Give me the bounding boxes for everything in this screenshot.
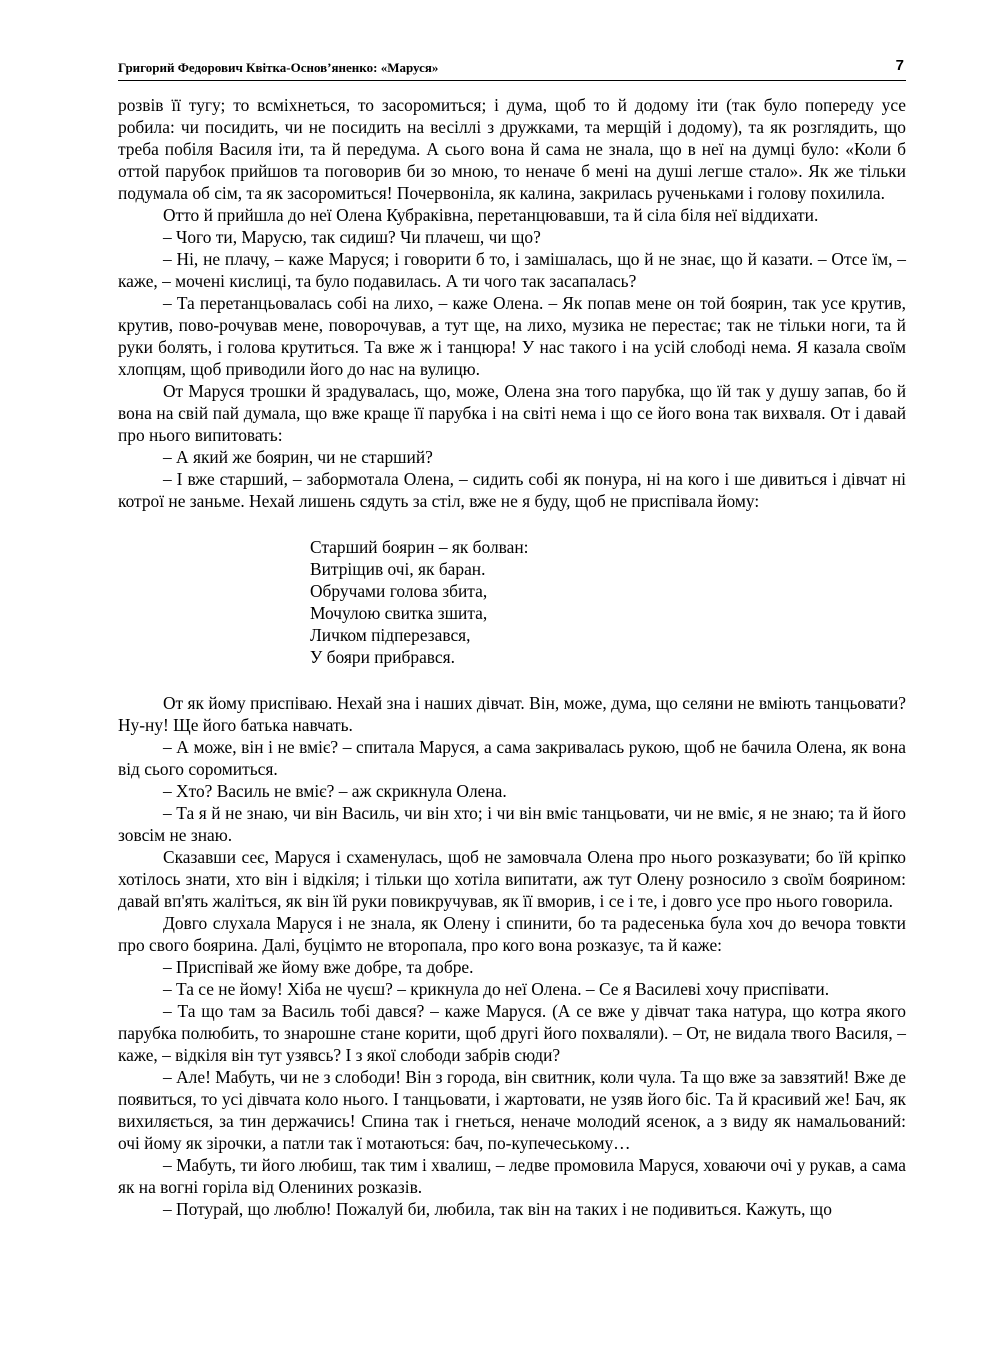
paragraph: – Та перетанцьовалась собі на лихо, – каже Олена. – Як попав мене он той боярин, так усе крутив, крутив, пово-рочував мене, поворочував, а тут ще, на лихо, музика не перестає; так не тільки ноги, та й руки болять, і голова крутиться. Та вже ж і танцюра! У нас такого і на усій слободі нема. Я казала своїм хлопцям, щоб приводили його до нас на вулицю. bbox=[118, 293, 906, 379]
poem-line: Старший боярин – як болван: bbox=[310, 537, 529, 557]
paragraph: – Хто? Василь не вміє? – аж скрикнула Олена. bbox=[163, 781, 507, 801]
poem-line: Витріщив очі, як баран. bbox=[310, 559, 486, 579]
running-header bbox=[118, 54, 906, 81]
body-text bbox=[118, 94, 906, 1220]
paragraph: – Приспівай же йому вже добре, та добре. bbox=[163, 957, 474, 977]
paragraph: – А може, він і не вміє? – спитала Маруся, а сама закривалась рукою, щоб не бачила Олена, як вона від сього соромиться. bbox=[118, 737, 906, 779]
poem bbox=[310, 536, 906, 668]
poem-line: Мочулою свитка зшита, bbox=[310, 603, 488, 623]
paragraph: Сказавши сеє, Маруся і схаменулась, щоб не замовчала Олена про нього розказувати; бо їй кріпко хотілось знати, хто він і відкіля; і тільки що хотіла випитати, аж тут Олену розносило з своїм боярином: давай вп'ять жаліться, як він їй руки повикручував, як її вморив, і се і те, і довго усе про нього говорила. bbox=[118, 847, 906, 911]
paragraph: От як йому приспіваю. Нехай зна і наших дівчат. Він, може, дума, що селяни не вміють танцьовати? Ну-ну! Ще його батька навчать. bbox=[118, 693, 906, 735]
paragraph: – Та що там за Василь тобі дався? – каже Маруся. (А се вже у дівчат така натура, що котра якого парубка полюбить, то знарошне стане корити, щоб другі його похваляли). – От, не видала твого Василя, – каже, – відкіля він тут узявсь? І з якої слободи забрів сюди? bbox=[118, 1001, 906, 1065]
poem-line: Обручами голова збита, bbox=[310, 581, 488, 601]
paragraph: – Ні, не плачу, – каже Маруся; і говорити б то, і замішалась, що й не знає, що й казати. – Отсе їм, – каже, – мочені кислиці, та було подавилась. А ти чого так засапалась? bbox=[118, 249, 906, 291]
paragraph: – І вже старший, – забормотала Олена, – сидить собі як понура, ні на кого і ше дивиться і дівчат ні котрої не заньме. Нехай лишень сядуть за стіл, вже не я буду, щоб не приспівала йому: bbox=[118, 469, 906, 511]
paragraph: – Та я й не знаю, чи він Василь, чи він хто; і чи він вміє танцьовати, чи не вміє, я не знаю; та й його зовсім не знаю. bbox=[118, 803, 906, 845]
paragraph: – А який же боярин, чи не старший? bbox=[163, 447, 433, 467]
paragraph: розвів її тугу; то всміхнеться, то засоромиться; і дума, щоб то й додому іти (так було попереду усе робила: чи посидить, чи не посидить на весіллі з дружками, та мерщій і додому), та як розглядить, що треба побіля Василя іти, та й передума. А сього вона й сама не знала, що в неї на думці було: «Коли б оттой парубок прийшов та поговорив би зо мною, то неначе б мені на душі легше стало». Як же тільки подумала об сім, та як засоромиться! Почервоніла, як калина, закрилась рученьками і голову похилила. bbox=[118, 95, 906, 203]
paragraph: – Але! Мабуть, чи не з слободи! Він з города, він свитник, коли чула. Та що вже за завзятий! Вже де появиться, то усі дівчата коло нього. І танцьовати, і жартовати, не узяв його біс. Та й красивий же! Бач, як вихиляється, за тин держачись! Спина так і гнеться, неначе молодий ясенок, а з виду як намальований: очі йому як зірочки, а патли так ї мотаються: бач, по-купечеському… bbox=[118, 1067, 906, 1153]
paragraph: – Мабуть, ти його любиш, так тим і хвалиш, – ледве промовила Маруся, ховаючи очі у рукав, а сама як на вогні горіла від Олениних розказів. bbox=[118, 1155, 906, 1197]
paragraph: – Чого ти, Марусю, так сидиш? Чи плачеш, чи що? bbox=[163, 227, 541, 247]
paragraph: Довго слухала Маруся і не знала, як Олену і спинити, бо та радесенька була хоч до вечора товкти про свого боярина. Далі, буцімто не второпала, про кого вона розказує, та й каже: bbox=[118, 913, 906, 955]
paragraphs-after-poem bbox=[118, 692, 906, 1220]
paragraph: Отто й прийшла до неї Олена Кубраківна, перетанцювавши, та й сіла біля неї віддихати. bbox=[163, 205, 819, 225]
poem-line: У бояри прибрався. bbox=[310, 647, 455, 667]
poem-line: Личком підперезався, bbox=[310, 625, 471, 645]
paragraph: – Потурай, що люблю! Пожалуй би, любила, так він на таких і не подивиться. Кажуть, що bbox=[163, 1199, 832, 1219]
paragraph: – Та се не йому! Хіба не чуєш? – крикнула до неї Олена. – Се я Василеві хочу приспівати. bbox=[163, 979, 830, 999]
paragraph: От Маруся трошки й зрадувалась, що, може, Олена зна того парубка, що їй так у душу запав, бо й вона на свій пай думала, що вже краще її парубка і на світі нема і що се його вона так вихваля. От і давай про нього випитовать: bbox=[118, 381, 906, 445]
page-number: 7 bbox=[895, 57, 904, 74]
paragraphs-before-poem bbox=[118, 94, 906, 512]
header-title: Григорий Федорович Квітка-Основ’яненко: «Маруся» bbox=[118, 60, 439, 75]
